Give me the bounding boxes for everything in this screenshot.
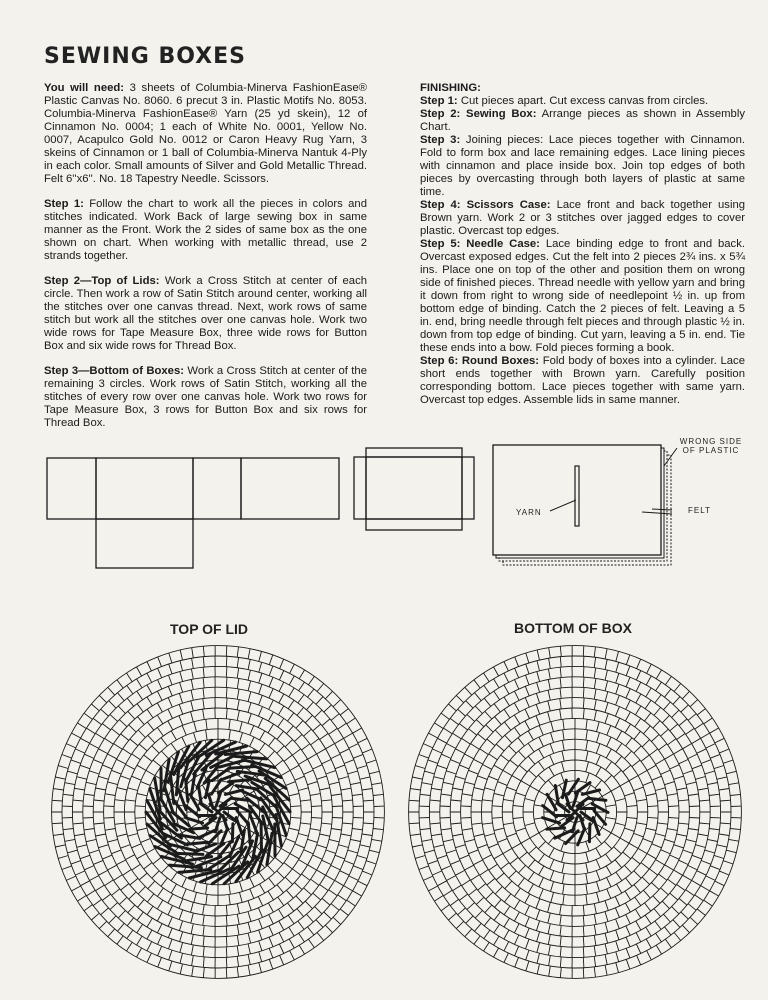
assembly-diagram-box-net [46,457,346,572]
felt-label: FELT [688,506,711,515]
needle-case-diagram [492,444,682,569]
step-2-paragraph [44,275,367,353]
step-label: Step 4: Scissors Case: [420,199,551,211]
step-label: Step 3: [420,134,461,146]
finishing-step-3 [420,134,745,199]
step-text: Cut pieces apart. Cut excess canvas from circles. [460,95,709,107]
step-text: Lace binding edge to front and back. Overcast exposed edges. Cut the felt into 2 pieces 2¾ ins. x 5¾ ins. Place one on top of the other and position them on wrong side of finished pieces. Thread needle with yellow yarn and bring it down from right to wrong side of needlepoint ½ in. up from bottom edge of binding. Catch the 2 pieces of felt. Leaving a 5 in. end, bring needle through felt pieces and through plastic ½ in. down from top edge of binding. Cut yarn, leaving a 5 in. end. Tie these ends into a bow. Fold pieces forming a book. [420,238,745,354]
finishing-column [420,82,745,407]
top-of-lid-chart [48,642,388,982]
wrong-side-label [676,437,746,455]
materials-text: 3 sheets of Columbia-Minerva FashionEase® Plastic Canvas No. 8060. 6 precut 3 in. Plastic Motifs No. 8053. Columbia-Minerva FashionEase® Yarn (25 yd skein), 12 of Cinnamon No. 0004; 1 each of White No. 0001, Yellow No. 0007, Acapulco Gold No. 0012 or Caron Heavy Rug Yarn, 3 skeins of Cinnamon or 1 ball of Columbia-Minerva Nantuk 4-Ply in each color. Small amounts of Silver and Gold Metallic Thread. Felt 6''x6''. No. 18 Tapestry Needle. Scissors. [44,82,367,185]
step-text: Follow the chart to work all the pieces in colors and stitches indicated. Work Back of large sewing box in same manner as the Front. Work the 2 sides of same box as the one shown on chart. When working with metallic thread, use 2 strands together. [44,198,367,262]
page-title: SEWING BOXES [44,44,246,69]
step-text: Joining pieces: Lace pieces together with Cinnamon. Fold to form box and lace remaining edges. Lace lining pieces with cinnamon and place inside box. Join top edges of both pieces by overcasting through both layers of plastic at same time. [420,134,745,198]
wrong-side-line2: OF PLASTIC [682,446,740,455]
step-text: Arrange pieces as shown in Assembly Chart. [420,108,745,133]
step-text: Work a Cross Stitch at center of each circle. Then work a row of Satin Stitch around center, working all the stitches over one canvas thread. Next, work rows of same stitch but work all the stitches over one canvas hole. Work two wide rows for Tape Measure Box, three wide rows for Button Box and six wide rows for Thread Box. [44,275,367,352]
wrong-side-line1: WRONG SIDE [679,437,743,446]
top-of-lid-label: TOP OF LID [170,621,249,637]
step-label: Step 6: Round Boxes: [420,355,540,367]
finishing-step-6 [420,355,745,407]
finishing-step-4 [420,199,745,238]
step-label: Step 1: [44,198,84,210]
step-text: Lace front and back together using Brown yarn. Work 2 or 3 stitches over jagged edges to cover plastic. Overcast top edges. [420,199,746,237]
step-text: Work a Cross Stitch at center of the remaining 3 circles. Work rows of Satin Stitch, working all the stitches of every row over one canvas hole. Work two rows for Tape Measure Box, 3 rows for Button Box and six rows for Thread Box. [44,365,367,429]
step-label: Step 3—Bottom of Boxes: [44,365,184,377]
step-3-paragraph [44,365,367,430]
finishing-step-2 [420,108,745,134]
step-label: Step 5: Needle Case: [420,238,540,250]
step-label: Step 2: Sewing Box: [420,108,537,120]
step-text: Fold body of boxes into a cylinder. Lace short ends together with Brown yarn. Carefully position corresponding bottom. Lace pieces together with same yarn. Overcast top edges. Assemble lids in same manner. [420,355,745,406]
step-1-paragraph [44,198,367,263]
yarn-label: YARN [516,508,542,517]
materials-paragraph [44,82,367,186]
finishing-step-5 [420,238,745,355]
instructions-left-column [44,82,367,442]
finishing-step-1 [420,95,745,108]
step-label: Step 1: [420,95,458,107]
bottom-of-box-chart [405,642,745,982]
materials-label: You will need: [44,82,125,94]
assembly-diagram-lid [353,447,483,537]
step-label: Step 2—Top of Lids: [44,275,160,287]
bottom-of-box-label: BOTTOM OF BOX [514,620,632,636]
finishing-heading: FINISHING: [420,82,481,94]
